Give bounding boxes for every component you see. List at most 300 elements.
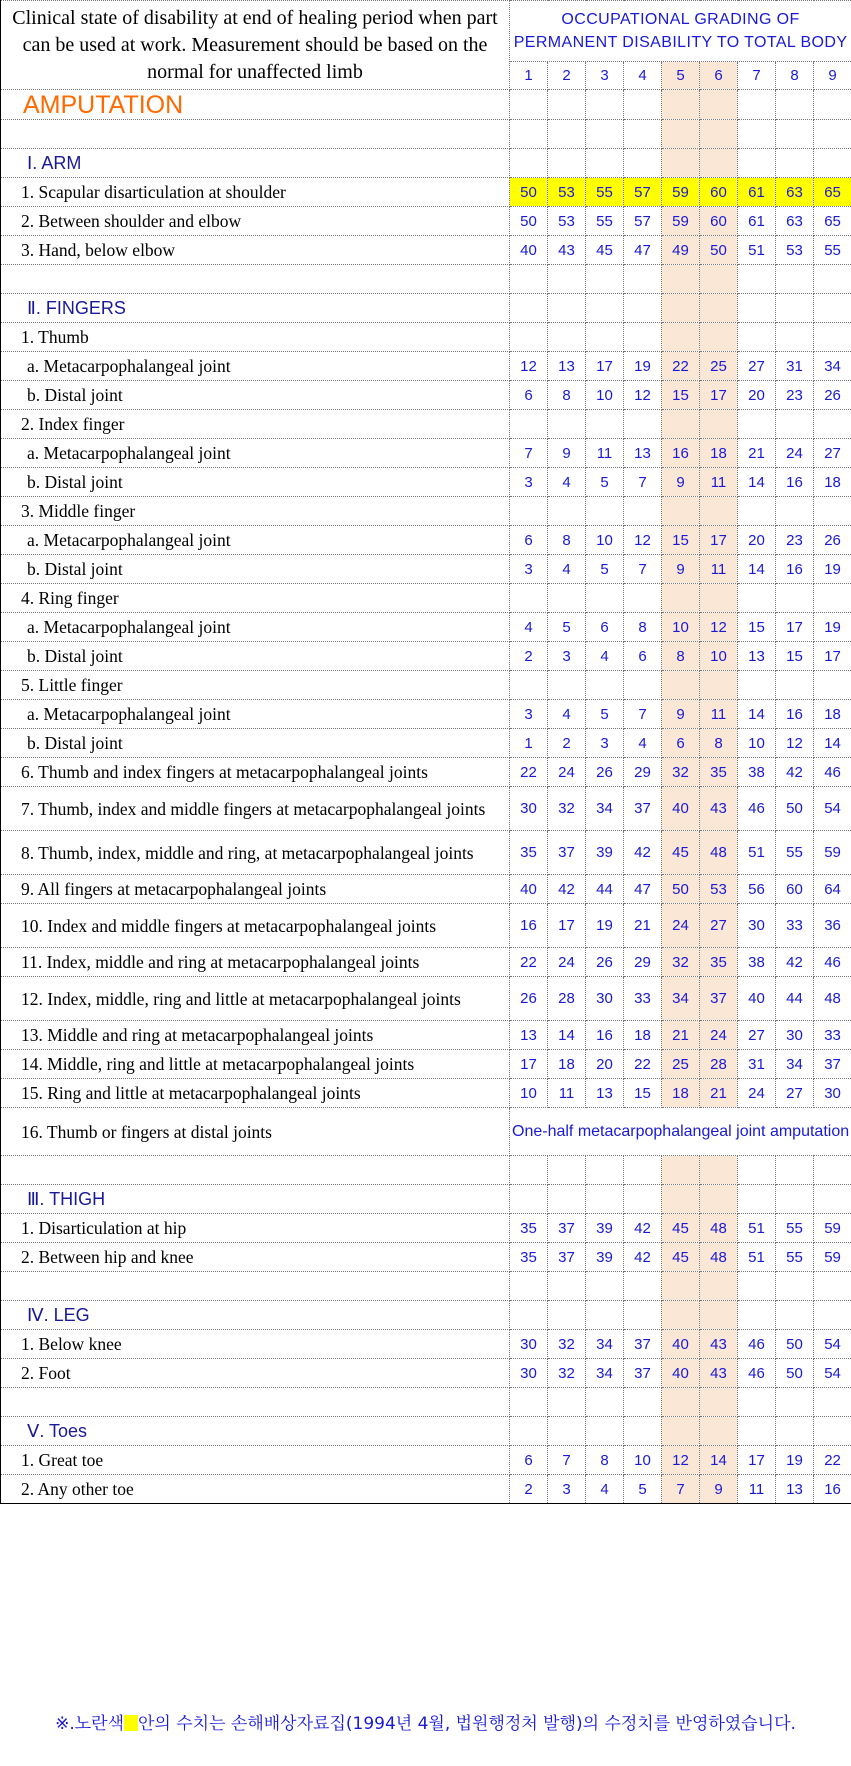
empty-cell [814,1185,851,1214]
grade-value-8: 12 [776,729,814,758]
table-row [1,1021,851,1050]
empty-cell [700,584,738,613]
grade-value-6: 53 [700,875,738,904]
empty-cell [586,1272,624,1301]
footnote-text: 안의 수치는 손해배상자료집(1994년 4월, 법원행정처 발행)의 수정치를 반영하였습니다. [138,1714,796,1734]
table-row [1,700,851,729]
grade-value-2: 8 [548,381,586,410]
empty-cell [738,1185,776,1214]
grade-value-1: 16 [510,904,548,948]
grade-value-7: 10 [738,729,776,758]
empty-cell [510,1272,548,1301]
row-label: 2. Foot [1,1359,510,1388]
grade-value-4: 29 [624,758,662,787]
empty-cell [814,1417,851,1446]
grade-value-3: 3 [586,729,624,758]
grade-header-1: 1 [510,62,548,90]
empty-cell [548,149,586,178]
grade-value-2: 4 [548,700,586,729]
grade-value-2: 7 [548,1446,586,1475]
table-row [1,439,851,468]
grade-value-7: 11 [738,1475,776,1504]
empty-cell [586,497,624,526]
grade-value-3: 16 [586,1021,624,1050]
table-row [1,1475,851,1504]
empty-cell [814,149,851,178]
grade-value-1: 30 [510,1330,548,1359]
empty-cell [700,497,738,526]
empty-cell [738,1156,776,1185]
section-heading: Ⅰ. ARM [1,149,510,178]
row-label: 1. Thumb [1,323,510,352]
grade-value-4: 7 [624,555,662,584]
grade-value-9: 54 [814,1330,851,1359]
grade-value-2: 5 [548,613,586,642]
table-row [1,831,851,875]
grade-value-6: 9 [700,1475,738,1504]
table-row [1,1243,851,1272]
grade-value-2: 14 [548,1021,586,1050]
grade-header-6: 6 [700,62,738,90]
grade-value-1: 50 [510,207,548,236]
grade-value-4: 18 [624,1021,662,1050]
grade-value-7: 20 [738,526,776,555]
grade-value-8: 50 [776,787,814,831]
grade-value-4: 4 [624,729,662,758]
table-row [1,1330,851,1359]
grade-value-3: 4 [586,1475,624,1504]
grade-value-5: 34 [662,977,700,1021]
grade-value-9: 37 [814,1050,851,1079]
grade-value-6: 17 [700,381,738,410]
empty-cell [548,1156,586,1185]
grade-value-2: 42 [548,875,586,904]
grade-value-8: 63 [776,207,814,236]
grade-value-5: 25 [662,1050,700,1079]
table-row [1,977,851,1021]
grade-value-9: 59 [814,831,851,875]
empty-cell [548,265,586,294]
empty-cell [662,149,700,178]
grade-value-4: 13 [624,439,662,468]
grade-value-3: 39 [586,1214,624,1243]
grade-value-7: 51 [738,1243,776,1272]
grade-value-4: 7 [624,468,662,497]
grade-value-8: 42 [776,758,814,787]
grade-value-4: 10 [624,1446,662,1475]
grade-value-4: 42 [624,1214,662,1243]
empty-cell [700,265,738,294]
label-row [1,584,851,613]
row-label: b. Distal joint [1,729,510,758]
empty-cell [662,1272,700,1301]
grade-value-7: 46 [738,1330,776,1359]
grade-value-9: 18 [814,468,851,497]
grade-value-4: 37 [624,787,662,831]
grade-value-7: 15 [738,613,776,642]
grade-value-3: 39 [586,831,624,875]
grade-value-6: 48 [700,831,738,875]
row-label: a. Metacarpophalangeal joint [1,613,510,642]
grade-value-2: 17 [548,904,586,948]
grade-value-9: 27 [814,439,851,468]
empty-cell [700,1156,738,1185]
table-row [1,526,851,555]
empty-cell [738,1301,776,1330]
grade-value-3: 39 [586,1243,624,1272]
table-row [1,875,851,904]
grade-value-9: 59 [814,1214,851,1243]
grade-value-5: 15 [662,381,700,410]
empty-cell [700,323,738,352]
grade-value-3: 44 [586,875,624,904]
empty-cell [548,497,586,526]
empty-cell [662,497,700,526]
grade-value-4: 21 [624,904,662,948]
grade-value-4: 42 [624,831,662,875]
grade-value-4: 57 [624,207,662,236]
grade-value-6: 18 [700,439,738,468]
row-label: 8. Thumb, index, middle and ring, at metacarpophalangeal joints [1,831,510,875]
empty-cell [738,671,776,700]
empty-cell [700,1417,738,1446]
grade-value-3: 5 [586,700,624,729]
grade-value-3: 34 [586,1359,624,1388]
grade-value-5: 8 [662,642,700,671]
empty-cell [586,1388,624,1417]
grade-value-5: 7 [662,1475,700,1504]
grade-value-1: 2 [510,642,548,671]
grade-value-4: 37 [624,1330,662,1359]
grade-header-8: 8 [776,62,814,90]
label-row [1,323,851,352]
grade-value-9: 46 [814,948,851,977]
grade-value-8: 60 [776,875,814,904]
empty-cell [548,294,586,323]
row-label: 1. Below knee [1,1330,510,1359]
empty-cell [776,410,814,439]
row-label: 11. Index, middle and ring at metacarpophalangeal joints [1,948,510,977]
empty-cell [662,294,700,323]
grade-header-9: 9 [814,62,851,90]
grade-value-7: 17 [738,1446,776,1475]
empty-cell [814,1301,851,1330]
grade-value-9: 17 [814,642,851,671]
empty-cell [776,1417,814,1446]
grade-value-7: 61 [738,207,776,236]
grade-value-5: 9 [662,468,700,497]
grade-value-1: 17 [510,1050,548,1079]
empty-cell [586,1185,624,1214]
empty-cell [510,1417,548,1446]
note-row [1,1108,851,1156]
grade-value-6: 50 [700,236,738,265]
grade-value-7: 24 [738,1079,776,1108]
grade-value-5: 12 [662,1446,700,1475]
table-row [1,642,851,671]
header-grading-title: OCCUPATIONAL GRADING OF PERMANENT DISABILITY TO TOTAL BODY [510,1,851,62]
row-label: 9. All fingers at metacarpophalangeal joints [1,875,510,904]
grade-value-9: 48 [814,977,851,1021]
grade-value-6: 11 [700,700,738,729]
row-label: b. Distal joint [1,381,510,410]
empty-cell [510,1185,548,1214]
empty-cell [548,1388,586,1417]
grade-value-5: 45 [662,1214,700,1243]
grade-value-5: 59 [662,207,700,236]
empty-cell [700,1185,738,1214]
blank-cell [1,120,510,149]
grade-value-3: 45 [586,236,624,265]
empty-cell [700,294,738,323]
grade-value-5: 10 [662,613,700,642]
grade-value-4: 47 [624,236,662,265]
empty-cell [624,294,662,323]
grade-value-2: 4 [548,555,586,584]
empty-cell [776,149,814,178]
grade-value-7: 51 [738,831,776,875]
grade-value-1: 12 [510,352,548,381]
header-description: Clinical state of disability at end of healing period when part can be used at work. Measurement should be based on the normal for unaffected limb [1,1,510,90]
grade-header-7: 7 [738,62,776,90]
grade-value-6: 43 [700,1330,738,1359]
empty-cell [586,671,624,700]
grade-value-6: 17 [700,526,738,555]
empty-cell [738,410,776,439]
grade-value-3: 5 [586,555,624,584]
empty-cell [624,1156,662,1185]
grade-value-8: 15 [776,642,814,671]
grade-value-9: 65 [814,207,851,236]
empty-cell [662,671,700,700]
grade-value-7: 14 [738,468,776,497]
grade-value-6: 48 [700,1243,738,1272]
grade-value-2: 24 [548,948,586,977]
empty-cell [624,90,662,120]
grade-value-8: 24 [776,439,814,468]
grade-value-7: 27 [738,352,776,381]
grade-header-4: 4 [624,62,662,90]
grade-value-5: 9 [662,700,700,729]
empty-cell [624,1417,662,1446]
grade-header-3: 3 [586,62,624,90]
empty-cell [624,410,662,439]
grade-value-4: 6 [624,642,662,671]
table-row [1,207,851,236]
row-label: 15. Ring and little at metacarpophalangeal joints [1,1079,510,1108]
grade-value-8: 19 [776,1446,814,1475]
empty-cell [548,323,586,352]
grade-value-5: 18 [662,1079,700,1108]
empty-cell [814,410,851,439]
grade-value-4: 15 [624,1079,662,1108]
row-label: b. Distal joint [1,555,510,584]
grade-value-3: 30 [586,977,624,1021]
empty-cell [738,584,776,613]
grade-header-2: 2 [548,62,586,90]
grade-value-8: 53 [776,236,814,265]
empty-cell [586,323,624,352]
grade-value-5: 24 [662,904,700,948]
empty-cell [662,323,700,352]
grade-value-8: 42 [776,948,814,977]
grade-value-7: 21 [738,439,776,468]
grade-value-3: 20 [586,1050,624,1079]
empty-cell [624,120,662,149]
grade-value-5: 40 [662,1330,700,1359]
row-label: 16. Thumb or fingers at distal joints [1,1108,510,1156]
grade-value-9: 54 [814,1359,851,1388]
table-row [1,1050,851,1079]
grade-value-1: 7 [510,439,548,468]
empty-cell [776,90,814,120]
row-label: 2. Any other toe [1,1475,510,1504]
yellow-swatch-icon [124,1715,138,1731]
grade-value-7: 14 [738,700,776,729]
row-label: 14. Middle, ring and little at metacarpophalangeal joints [1,1050,510,1079]
table-row [1,729,851,758]
empty-cell [700,149,738,178]
grade-value-5: 45 [662,1243,700,1272]
grade-value-9: 34 [814,352,851,381]
grade-value-6: 35 [700,758,738,787]
grade-value-9: 33 [814,1021,851,1050]
empty-cell [662,1185,700,1214]
empty-cell [586,1301,624,1330]
empty-cell [814,584,851,613]
table-row [1,236,851,265]
empty-cell [662,584,700,613]
grade-value-1: 3 [510,700,548,729]
grade-value-9: 26 [814,526,851,555]
table-row [1,1214,851,1243]
blank-cell [1,1388,510,1417]
grade-value-8: 27 [776,1079,814,1108]
empty-cell [624,671,662,700]
grade-value-8: 50 [776,1359,814,1388]
empty-cell [776,1272,814,1301]
grade-value-4: 5 [624,1475,662,1504]
row-label: a. Metacarpophalangeal joint [1,700,510,729]
grade-value-9: 55 [814,236,851,265]
grade-value-2: 3 [548,642,586,671]
empty-cell [624,1388,662,1417]
grade-value-2: 2 [548,729,586,758]
empty-cell [776,1301,814,1330]
grade-value-4: 22 [624,1050,662,1079]
grade-value-5: 16 [662,439,700,468]
grade-value-5: 21 [662,1021,700,1050]
grade-value-2: 8 [548,526,586,555]
grade-value-3: 55 [586,207,624,236]
empty-cell [548,1417,586,1446]
empty-cell [510,90,548,120]
grade-value-8: 33 [776,904,814,948]
empty-cell [776,671,814,700]
grade-value-9: 54 [814,787,851,831]
grade-value-2: 24 [548,758,586,787]
grade-value-6: 27 [700,904,738,948]
empty-cell [662,1301,700,1330]
grade-value-8: 30 [776,1021,814,1050]
grade-value-6: 12 [700,613,738,642]
section-row [1,294,851,323]
grade-value-1: 4 [510,613,548,642]
row-label: 2. Between hip and knee [1,1243,510,1272]
table-row [1,468,851,497]
empty-cell [586,265,624,294]
grade-value-6: 14 [700,1446,738,1475]
grade-value-7: 46 [738,787,776,831]
grade-value-3: 17 [586,352,624,381]
table-row [1,1446,851,1475]
label-row [1,671,851,700]
grade-value-4: 29 [624,948,662,977]
empty-cell [662,120,700,149]
grade-value-5: 32 [662,948,700,977]
empty-cell [776,265,814,294]
table-row [1,1359,851,1388]
row-label: b. Distal joint [1,642,510,671]
grade-value-2: 18 [548,1050,586,1079]
grade-value-3: 6 [586,613,624,642]
grade-value-2: 53 [548,178,586,207]
grade-value-3: 10 [586,381,624,410]
empty-cell [548,410,586,439]
grade-value-4: 33 [624,977,662,1021]
grade-value-2: 4 [548,468,586,497]
grade-value-7: 31 [738,1050,776,1079]
empty-cell [586,410,624,439]
empty-cell [814,265,851,294]
grade-value-8: 63 [776,178,814,207]
blank-row [1,265,851,294]
grade-value-1: 30 [510,787,548,831]
empty-cell [814,1388,851,1417]
blank-row [1,1156,851,1185]
grade-value-5: 59 [662,178,700,207]
row-label: a. Metacarpophalangeal joint [1,439,510,468]
section-heading: Ⅳ. LEG [1,1301,510,1330]
empty-cell [662,1156,700,1185]
empty-cell [510,1156,548,1185]
empty-cell [624,584,662,613]
grade-value-2: 28 [548,977,586,1021]
empty-cell [510,1388,548,1417]
grade-value-8: 13 [776,1475,814,1504]
section-row [1,1185,851,1214]
empty-cell [510,294,548,323]
table-row [1,352,851,381]
row-label: 3. Middle finger [1,497,510,526]
grade-value-8: 44 [776,977,814,1021]
empty-cell [738,1388,776,1417]
empty-cell [510,1301,548,1330]
grade-value-5: 22 [662,352,700,381]
grade-value-8: 31 [776,352,814,381]
grade-value-1: 6 [510,381,548,410]
empty-cell [776,1388,814,1417]
grade-value-7: 51 [738,236,776,265]
grade-value-9: 64 [814,875,851,904]
row-label: 6. Thumb and index fingers at metacarpophalangeal joints [1,758,510,787]
empty-cell [738,497,776,526]
grade-value-7: 38 [738,758,776,787]
grade-value-9: 59 [814,1243,851,1272]
grade-value-2: 53 [548,207,586,236]
grade-value-2: 3 [548,1475,586,1504]
empty-cell [700,1301,738,1330]
